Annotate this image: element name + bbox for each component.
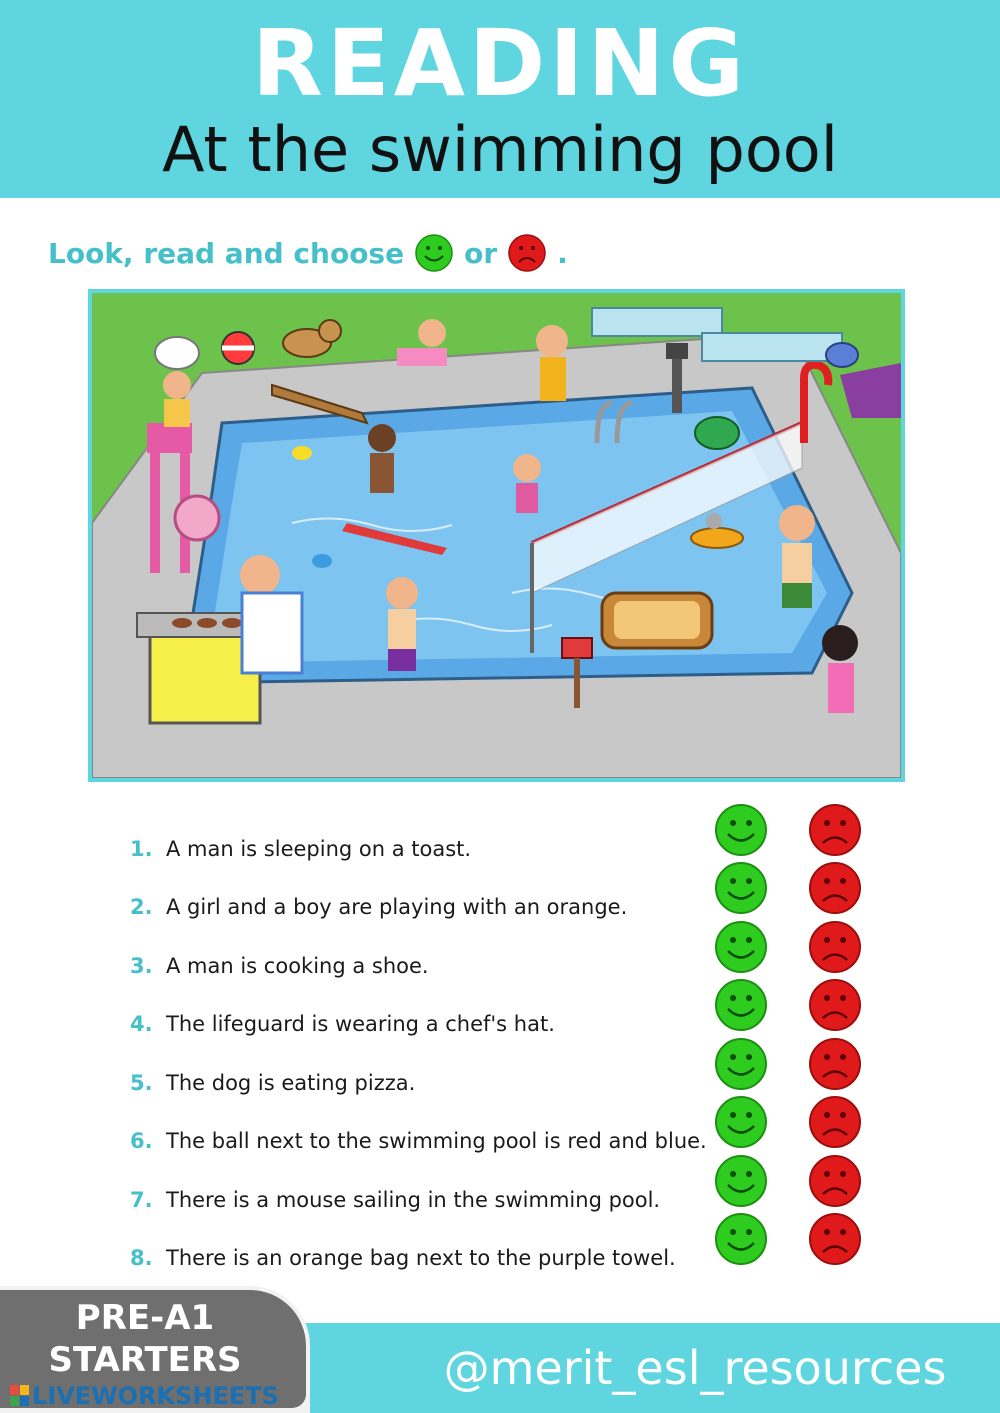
question-text: The lifeguard is wearing a chef's hat. [166, 1012, 555, 1036]
happy-face-answer-6[interactable] [714, 1095, 768, 1149]
liveworksheets-text: LIVEWORKSHEETS [32, 1382, 279, 1410]
question-row [130, 995, 730, 1053]
question-text: The dog is eating pizza. [166, 1071, 416, 1095]
question-number: 5. [130, 1071, 153, 1095]
page-subtitle: At the swimming pool [162, 113, 838, 186]
pool-scene-drawing [92, 293, 901, 778]
happy-face-answer-5[interactable] [714, 1037, 768, 1091]
sad-face-answer-3[interactable] [808, 920, 862, 974]
question-number: 4. [130, 1012, 153, 1036]
question-number: 2. [130, 895, 153, 919]
question-row [130, 1054, 730, 1112]
question-number: 3. [130, 954, 153, 978]
page-title: READING [252, 10, 748, 117]
question-text: A man is sleeping on a toast. [166, 837, 472, 861]
sad-face-answer-7[interactable] [808, 1154, 862, 1208]
question-row [130, 937, 730, 995]
happy-face-answer-7[interactable] [714, 1154, 768, 1208]
instruction-or: or [464, 236, 498, 270]
sad-face-answer-6[interactable] [808, 1095, 862, 1149]
liveworksheets-logo[interactable] [10, 1382, 279, 1410]
question-text: There is a mouse sailing in the swimming pool. [166, 1188, 661, 1212]
question-row [130, 820, 730, 878]
instruction-text: Look, read and choose [48, 236, 405, 270]
happy-face-icon [414, 233, 454, 273]
sad-face-answer-8[interactable] [808, 1212, 862, 1266]
question-number: 8. [130, 1246, 153, 1270]
level-line-2: STARTERS [48, 1340, 242, 1380]
swimming-pool-illustration [88, 289, 905, 782]
question-row [130, 1229, 730, 1287]
sad-face-answer-2[interactable] [808, 861, 862, 915]
question-row [130, 1171, 730, 1229]
question-text: The ball next to the swimming pool is red and blue. [166, 1129, 707, 1153]
footer-handle: @merit_esl_resources [443, 1341, 947, 1395]
question-number: 6. [130, 1129, 153, 1153]
sad-face-answer-5[interactable] [808, 1037, 862, 1091]
instruction [48, 228, 568, 278]
question-number: 1. [130, 837, 153, 861]
question-number: 7. [130, 1188, 153, 1212]
happy-face-answer-2[interactable] [714, 861, 768, 915]
instruction-period: . [557, 236, 568, 270]
question-row [130, 1112, 730, 1170]
question-text: A girl and a boy are playing with an orange. [166, 895, 628, 919]
sad-face-answer-4[interactable] [808, 978, 862, 1032]
question-text: A man is cooking a shoe. [166, 954, 429, 978]
liveworksheets-icon [10, 1385, 30, 1407]
question-row [130, 878, 730, 936]
question-text: There is an orange bag next to the purple towel. [166, 1246, 676, 1270]
happy-face-answer-4[interactable] [714, 978, 768, 1032]
sad-face-icon [507, 233, 547, 273]
happy-face-answer-8[interactable] [714, 1212, 768, 1266]
sad-face-answer-1[interactable] [808, 803, 862, 857]
level-line-1: PRE-A1 [75, 1298, 215, 1338]
happy-face-answer-3[interactable] [714, 920, 768, 974]
happy-face-answer-1[interactable] [714, 803, 768, 857]
